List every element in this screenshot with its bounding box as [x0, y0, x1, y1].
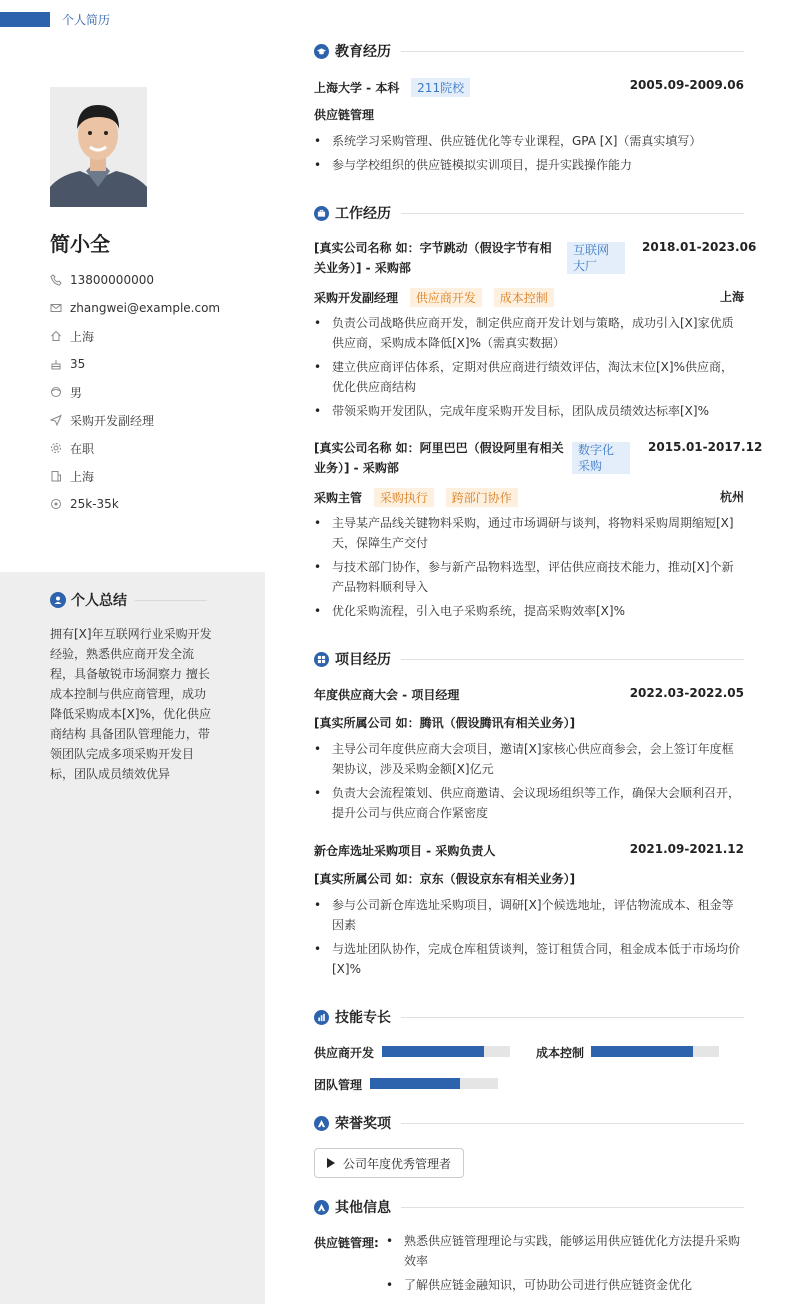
- job-role-row: [314, 488, 744, 507]
- briefcase-icon: [314, 206, 329, 221]
- skills-heading: [314, 1007, 744, 1027]
- info-city: [50, 462, 220, 490]
- project-date: 2021.09-2021.12: [629, 842, 744, 856]
- project-name: 年度供应商大会 - 项目经理: [314, 688, 460, 702]
- salary-text: 25k-35k: [70, 497, 119, 511]
- work-title: 工作经历: [335, 206, 391, 222]
- job-industry-tag: 互联网大厂: [567, 242, 625, 274]
- project-company: [真实所属公司 如：腾讯（假设腾讯有相关业务）]: [314, 716, 576, 730]
- summary-heading: [50, 590, 207, 610]
- award-icon: [314, 1116, 329, 1131]
- job-bullet: • 主导某产品线关键物料采购，通过市场调研与谈判，将物料采购周期缩短[X]天，保障生产交付: [314, 513, 744, 553]
- gender-icon: [50, 386, 62, 398]
- job-bullet: • 与技术部门协作，参与新产品物料选型，评估供应商技术能力，推动[X]个新产品物料顺利导入: [314, 557, 744, 597]
- skill-fill: [370, 1078, 460, 1089]
- coin-icon: [50, 498, 62, 510]
- phone-text: 13800000000: [70, 273, 154, 287]
- other-bullet: • 熟悉供应链管理理论与实践，能够运用供应链优化方法提升采购效率: [386, 1231, 744, 1271]
- education-row: [314, 78, 744, 97]
- job-company: [真实公司名称 如：阿里巴巴（假设阿里有相关业务）] - 采购部: [314, 441, 564, 475]
- skill-bar: [370, 1078, 498, 1089]
- award-label: 公司年度优秀管理者: [343, 1156, 452, 1171]
- user-icon: [50, 592, 66, 608]
- job-bullet: • 负责公司战略供应商开发，制定供应商开发计划与策略，成功引入[X]家优质供应商，采购成本降低[X]%（需真实数据）: [314, 313, 744, 353]
- project-row: [314, 686, 744, 703]
- awards-divider: [401, 1123, 744, 1124]
- skills-title: 技能专长: [335, 1010, 391, 1026]
- age-text: 35: [70, 357, 86, 371]
- job-tag: 成本控制: [494, 288, 554, 307]
- info-position: [50, 406, 220, 434]
- email-text: zhangwei@example.com: [70, 301, 221, 315]
- settings-icon: [50, 442, 62, 454]
- other-heading: [314, 1197, 744, 1217]
- job-city: 上海: [719, 290, 744, 304]
- other-bullet: • 了解供应链金融知识，可协助公司进行供应链资金优化: [386, 1275, 744, 1295]
- awards-title: 荣誉奖项: [335, 1116, 391, 1132]
- job-bullet: • 带领采购开发团队，完成年度采购开发目标，团队成员绩效达标率[X]%: [314, 401, 744, 421]
- avatar: [50, 87, 147, 207]
- project-date: 2022.03-2022.05: [629, 686, 744, 700]
- job-tag: 供应商开发: [410, 288, 482, 307]
- project-bullet: • 负责大会流程策划、供应商邀请、会议现场组织等工作，确保大会顺利召开，提升公司与供应商合作紧密度: [314, 783, 744, 823]
- school-name: 上海大学 - 本科: [314, 81, 400, 95]
- education-title: 教育经历: [335, 44, 391, 60]
- job-role: 采购主管: [314, 491, 363, 505]
- home-icon: [50, 330, 62, 342]
- work-heading: [314, 203, 744, 223]
- send-icon: [50, 414, 62, 426]
- location-text: 上海: [70, 329, 95, 344]
- projects-heading: [314, 649, 744, 669]
- projects-divider: [401, 659, 744, 660]
- job-industry-tag: 数字化采购: [572, 442, 630, 474]
- city-text: 上海: [70, 469, 95, 484]
- info-age: [50, 350, 220, 378]
- status-text: 在职: [70, 441, 95, 456]
- project-name: 新仓库选址采购项目 - 采购负责人: [314, 844, 496, 858]
- skill-name: 团队管理: [314, 1078, 363, 1092]
- gender-text: 男: [70, 385, 83, 400]
- info-phone: [50, 266, 220, 294]
- skill-bar: [382, 1046, 510, 1057]
- info-status: [50, 434, 220, 462]
- summary-title: 个人总结: [71, 593, 127, 609]
- contact-info: [50, 266, 220, 518]
- play-icon: [327, 1158, 335, 1168]
- info-salary: [50, 490, 220, 518]
- project-bullet: • 与选址团队协作，完成仓库租赁谈判，签订租赁合同，租金成本低于市场均价[X]%: [314, 939, 744, 979]
- other-divider: [401, 1207, 744, 1208]
- info-location: [50, 322, 220, 350]
- phone-icon: [50, 274, 62, 286]
- skill-fill: [382, 1046, 484, 1057]
- other-title: 其他信息: [335, 1200, 391, 1216]
- skills-divider: [401, 1017, 744, 1018]
- project-bullet: • 主导公司年度供应商大会项目，邀请[X]家核心供应商参会，会上签订年度框架协议，涉及采购金额[X]亿元: [314, 739, 744, 779]
- mail-icon: [50, 302, 62, 314]
- chart-icon: [314, 1010, 329, 1025]
- summary-text: 拥有[X]年互联网行业采购开发经验，熟悉供应商开发全流程，具备敏锐市场洞察力 擅长成本控制与供应商管理，成功降低采购成本[X]%，优化供应商结构 具备团队管理能力，带领团队完成多项采购开发目标，团队成员绩效优异: [50, 627, 212, 781]
- header-accent-bar: [0, 12, 50, 27]
- info-icon: [314, 1200, 329, 1215]
- job-date: 2015.01-2017.12: [648, 440, 763, 454]
- other-label: 供应链管理:: [314, 1236, 379, 1250]
- awards-heading: [314, 1113, 744, 1133]
- skill-name: 成本控制: [536, 1046, 585, 1060]
- job-tag: 采购执行: [374, 488, 434, 507]
- education-divider: [401, 51, 744, 52]
- skill-name: 供应商开发: [314, 1046, 375, 1060]
- project-bullet: • 参与公司新仓库选址采购项目，调研[X]个候选地址，评估物流成本、租金等因素: [314, 895, 744, 935]
- info-email: [50, 294, 220, 322]
- job-tag: 跨部门协作: [446, 488, 518, 507]
- summary-divider: [135, 600, 207, 601]
- school-tag: 211院校: [411, 78, 470, 97]
- job-company: [真实公司名称 如：字节跳动（假设字节有相关业务）] - 采购部: [314, 241, 552, 275]
- graduation-icon: [314, 44, 329, 59]
- projects-title: 项目经历: [335, 652, 391, 668]
- skill-bar: [591, 1046, 719, 1057]
- project-company: [真实所属公司 如：京东（假设京东有相关业务）]: [314, 872, 576, 886]
- award-item[interactable]: [314, 1148, 464, 1178]
- education-bullet: • 系统学习采购管理、供应链优化等专业课程，GPA [X]（需真实填写）: [314, 131, 744, 151]
- cake-icon: [50, 358, 62, 370]
- position-text: 采购开发副经理: [70, 413, 155, 428]
- candidate-name: 简小全: [50, 232, 110, 256]
- job-role: 采购开发副经理: [314, 291, 399, 305]
- job-bullet: • 优化采购流程，引入电子采购系统，提高采购效率[X]%: [314, 601, 744, 621]
- header-tag: 个人简历: [62, 13, 111, 27]
- skill-fill: [591, 1046, 693, 1057]
- info-gender: [50, 378, 220, 406]
- education-heading: [314, 41, 744, 61]
- education-major: 供应链管理: [314, 108, 375, 122]
- building-icon: [50, 470, 62, 482]
- job-city: 杭州: [719, 490, 744, 504]
- job-bullet: • 建立供应商评估体系，定期对供应商进行绩效评估，淘汰末位[X]%供应商，优化供应商结构: [314, 357, 744, 397]
- job-date: 2018.01-2023.06: [642, 240, 757, 254]
- grid-icon: [314, 652, 329, 667]
- job-role-row: [314, 288, 744, 307]
- education-bullet: • 参与学校组织的供应链模拟实训项目，提升实践操作能力: [314, 155, 744, 175]
- education-date: 2005.09-2009.06: [629, 78, 744, 92]
- work-divider: [401, 213, 744, 214]
- project-row: [314, 842, 744, 859]
